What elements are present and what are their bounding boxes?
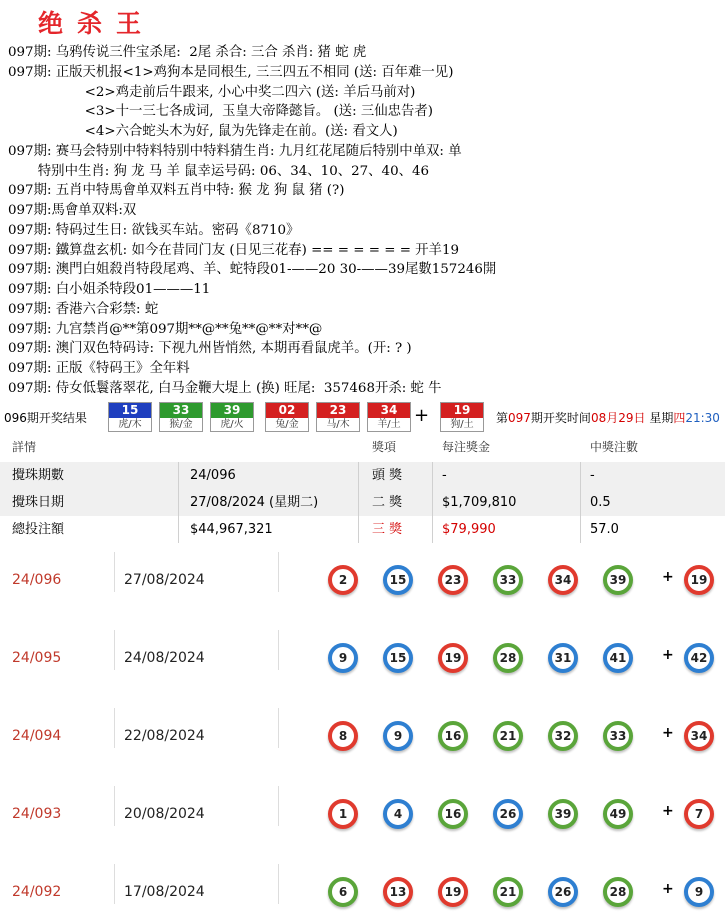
prediction-text-block [8,43,720,399]
result-ball [367,402,411,432]
table-divider [580,516,581,543]
table-divider [178,462,179,489]
result-bar-plus: + [414,405,430,426]
info-time: 21:30 [685,411,720,425]
draw-date: 20/08/2024 [124,806,205,822]
table-divider [358,516,359,543]
prediction-line: 097期: 正版《特码王》全年料 [8,361,190,376]
next-draw-info [496,409,720,426]
result-ball-zodiac: 虎/火 [220,419,244,430]
draw-period: 24/094 [12,728,62,744]
prediction-line: 097期: 赛马会特别中特料特别中特料猜生肖: 九月红花尾随后特别中单双: 单 [8,143,462,159]
table-cell-label: 攪珠日期 [12,495,65,510]
draw-ball: 33 [493,565,523,595]
draw-plus: + [662,569,674,585]
draw-ball: 39 [603,565,633,595]
info-date: 08月29日 [590,411,646,425]
draw-ball: 34 [548,565,578,595]
prediction-line: 097期: 九宫禁肖@**第097期**@**兔**@**对**@ [8,321,323,337]
table-cell-amount: $1,709,810 [442,495,517,510]
draw-ball: 32 [548,721,578,751]
draw-plus: + [662,647,674,663]
draw-ball: 1 [328,799,358,829]
table-cell-amount: $79,990 [442,522,496,537]
special-ball: 42 [684,643,714,673]
result-ball [316,402,360,432]
info-weekday: 四 [673,411,686,425]
draw-row [0,708,725,768]
row-separator [114,630,115,670]
special-ball: 7 [684,799,714,829]
result-ball-number: 15 [109,403,151,418]
draw-ball: 16 [438,721,468,751]
result-bar [0,402,725,432]
row-separator [278,630,279,670]
prediction-line: 097期: 特码过生日: 欲钱买车站。密码《8710》 [8,222,300,238]
info-mid: 期开奖时间 [530,411,591,425]
result-ball-zodiac: 兔/金 [275,419,299,430]
draw-ball: 31 [548,643,578,673]
draw-ball: 28 [603,877,633,907]
prediction-line: <2>鸡走前后牛跟来, 小心中奖二四六 (送: 羊后马前对) [8,84,416,100]
table-cell-count: 57.0 [590,522,619,537]
draw-ball: 39 [548,799,578,829]
result-ball [265,402,309,432]
header-winners: 中獎注數 [590,440,639,454]
table-divider [432,516,433,543]
draw-row [0,552,725,612]
draw-ball: 41 [603,643,633,673]
draw-ball: 21 [493,877,523,907]
header-prize: 獎項 [372,440,397,454]
table-cell-prize: 頭 獎 [372,468,403,483]
table-cell-label: 總投注額 [12,522,65,537]
special-ball: 34 [684,721,714,751]
header-details: 詳情 [12,440,37,454]
result-ball-number: 34 [368,403,410,418]
table-cell-value: 24/096 [190,468,236,483]
table-row [0,462,725,489]
result-ball [210,402,254,432]
draw-date: 22/08/2024 [124,728,205,744]
header-per-bet: 每注獎金 [442,440,491,454]
info-weekday-label: 星期 [649,411,674,425]
result-ball [440,402,484,432]
row-separator [278,552,279,592]
draw-ball: 19 [438,877,468,907]
draw-ball: 16 [438,799,468,829]
table-cell-prize: 二 獎 [372,495,403,510]
table-cell-prize: 三 獎 [372,522,403,537]
draw-ball: 15 [383,565,413,595]
draw-ball: 13 [383,877,413,907]
prediction-line: 097期: 澳門白姐殺肖特段尾鸡、羊、蛇特段01-——20 30-——39尾數157246開 [8,262,497,278]
info-period: 097 [508,411,531,425]
draw-period: 24/092 [12,884,62,900]
special-ball: 19 [684,565,714,595]
draw-ball: 23 [438,565,468,595]
table-divider [432,462,433,489]
prediction-line: 097期: 乌鸦传说三件宝杀尾: 2尾 杀合: 三合 杀肖: 猪 蛇 虎 [8,45,367,60]
draw-ball: 49 [603,799,633,829]
draw-ball: 26 [548,877,578,907]
draw-ball: 15 [383,643,413,673]
draw-ball: 8 [328,721,358,751]
draw-date: 24/08/2024 [124,650,205,666]
prediction-line: 097期: 侍女低鬟落翠花, 白马金鞭大堤上 (换) 旺尾: 357468开杀: 蛇 牛 [8,380,442,396]
draw-row [0,864,725,924]
row-separator [114,708,115,748]
prediction-line: <3>十一三七各成词, 玉皇大帝降懿旨。 (送: 三仙忠告者) [8,104,434,120]
prediction-line: 097期: 鐵算盘玄机: 如今在昔同门友 (日见三花春) == = = = = = 开羊19 [8,242,459,258]
prediction-line: 097期:馬會单双料:双 [8,203,137,218]
prediction-line: <4>六合蛇头木为好, 鼠为先锋走在前。(送: 看文人) [8,124,398,139]
table-divider [580,489,581,516]
prediction-line: 097期: 五肖中特馬會单双料五肖中特: 猴 龙 狗 鼠 猪 (?) [8,183,345,199]
result-ball-number: 02 [266,403,308,418]
result-ball [159,402,203,432]
draw-date: 17/08/2024 [124,884,205,900]
draw-period: 24/095 [12,650,62,666]
draw-ball: 2 [328,565,358,595]
info-prefix: 第 [496,411,509,425]
draw-plus: + [662,881,674,897]
row-separator [278,708,279,748]
result-ball-zodiac: 马/木 [326,419,350,430]
draw-period: 24/096 [12,572,62,588]
draw-ball: 9 [383,721,413,751]
row-separator [114,864,115,904]
draw-plus: + [662,725,674,741]
row-separator [278,786,279,826]
result-ball-zodiac: 猴/金 [169,419,193,430]
table-divider [358,489,359,516]
prediction-line: 097期: 香港六合彩禁: 蛇 [8,301,159,317]
draw-ball: 4 [383,799,413,829]
result-ball-number: 39 [211,403,253,418]
table-cell-value: $44,967,321 [190,522,273,537]
table-cell-label: 攪珠期數 [12,468,65,483]
table-divider [178,516,179,543]
table-divider [432,489,433,516]
table-cell-amount: - [442,468,447,483]
table-row [0,516,725,543]
result-ball [108,402,152,432]
draw-ball: 28 [493,643,523,673]
result-ball-zodiac: 狗/土 [450,419,474,430]
table-row [0,489,725,516]
table-divider [178,489,179,516]
table-divider [580,462,581,489]
prediction-line: 097期: 澳门双色特码诗: 下视九州皆悄然, 本期再看鼠虎羊。(开: ? ) [8,341,412,357]
prediction-line: 特别中生肖: 狗 龙 马 羊 鼠幸运号码: 06、34、10、27、40、46 [8,163,430,179]
draw-ball: 26 [493,799,523,829]
row-separator [278,864,279,904]
draw-ball: 9 [328,643,358,673]
table-divider [358,462,359,489]
page-title: 绝杀王 [38,9,156,38]
row-separator [114,552,115,592]
draw-ball: 19 [438,643,468,673]
prediction-line: 097期: 正版天机报<1>鸡狗本是同根生, 三三四五不相同 (送: 百年难一见) [8,64,454,80]
table-cell-value: 27/08/2024 (星期二) [190,495,319,510]
draw-ball: 6 [328,877,358,907]
result-ball-number: 23 [317,403,359,418]
row-separator [114,786,115,826]
draw-ball: 21 [493,721,523,751]
result-bar-label: 096期开奖结果 [4,411,87,425]
prediction-line: 097期: 白小姐杀特段01———11 [8,282,211,297]
draw-date: 27/08/2024 [124,572,205,588]
result-ball-zodiac: 羊/土 [377,419,401,430]
table-cell-count: - [590,468,595,483]
result-ball-zodiac: 虎/木 [118,419,142,430]
table-cell-count: 0.5 [590,495,611,510]
draw-period: 24/093 [12,806,62,822]
draw-ball: 33 [603,721,633,751]
draw-plus: + [662,803,674,819]
draw-info-table [0,436,725,542]
result-ball-number: 33 [160,403,202,418]
special-ball: 9 [684,877,714,907]
result-ball-number: 19 [441,403,483,418]
draw-row [0,786,725,846]
draw-row [0,630,725,690]
